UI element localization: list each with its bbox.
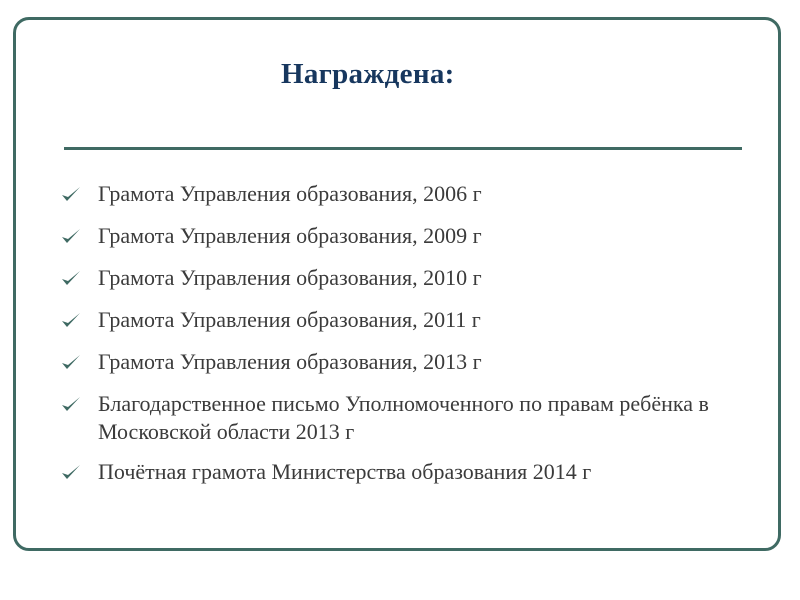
list-item — [60, 390, 790, 446]
list-item — [60, 180, 790, 208]
list-item — [60, 264, 790, 292]
award-text: Грамота Управления образования, 2009 г — [98, 223, 482, 248]
title-divider — [64, 147, 742, 150]
list-item — [60, 306, 790, 334]
award-text: Благодарственное письмо Уполномоченного по правам ребёнка в Московской области 2013 г — [98, 391, 709, 444]
award-list — [60, 180, 790, 500]
award-text: Грамота Управления образования, 2010 г — [98, 265, 482, 290]
list-item — [60, 222, 790, 250]
award-text: Почётная грамота Министерства образования 2014 г — [98, 459, 592, 484]
page-title: Награждена: — [281, 58, 455, 90]
checkmark-icon — [60, 394, 82, 414]
award-text: Грамота Управления образования, 2011 г — [98, 307, 481, 332]
checkmark-icon — [60, 462, 82, 482]
list-item — [60, 348, 790, 376]
checkmark-icon — [60, 268, 82, 288]
list-item — [60, 458, 790, 486]
checkmark-icon — [60, 352, 82, 372]
checkmark-icon — [60, 226, 82, 246]
checkmark-icon — [60, 310, 82, 330]
checkmark-icon — [60, 184, 82, 204]
award-text: Грамота Управления образования, 2006 г — [98, 181, 482, 206]
award-text: Грамота Управления образования, 2013 г — [98, 349, 482, 374]
